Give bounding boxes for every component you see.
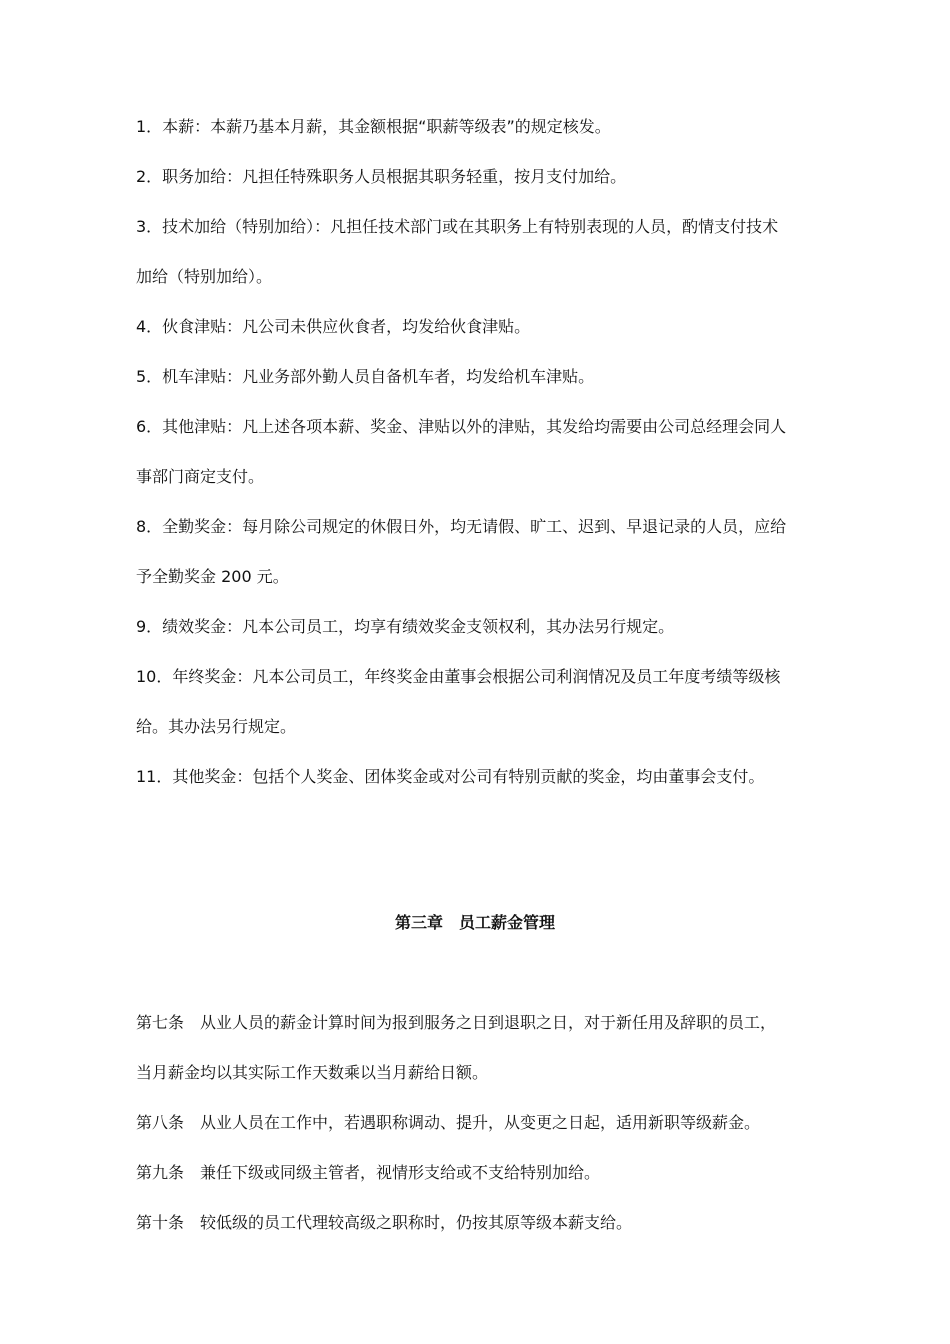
paragraph-line: 第七条 从业人员的薪金计算时间为报到服务之日到退职之日，对于新任用及辞职的员工，	[136, 1013, 777, 1032]
paragraph-line: 当月薪金均以其实际工作天数乘以当月薪给日额。	[136, 1063, 489, 1082]
paragraph-line: 加给（特别加给）。	[136, 267, 273, 286]
paragraph-line: 第九条 兼任下级或同级主管者，视情形支给或不支给特别加给。	[136, 1163, 601, 1182]
item-year-end-bonus	[136, 652, 826, 752]
paragraph-line: 10．年终奖金：凡本公司员工，年终奖金由董事会根据公司利润情况及员工年度考绩等级核	[136, 667, 781, 686]
paragraph-line: 1．本薪：本薪乃基本月薪，其金额根据“职薪等级表”的规定核发。	[136, 117, 611, 136]
paragraph-line: 4．伙食津贴：凡公司未供应伙食者，均发给伙食津贴。	[136, 317, 531, 336]
item-attendance-bonus	[136, 502, 826, 602]
article-9	[136, 1148, 826, 1198]
chapter-heading: 第三章 员工薪金管理	[394, 913, 555, 932]
item-performance-bonus	[136, 602, 826, 652]
paragraph-line: 给。其办法另行规定。	[136, 717, 297, 736]
article-8	[136, 1098, 826, 1148]
compensation-items-list	[136, 102, 826, 802]
article-7	[136, 998, 826, 1098]
paragraph-line: 6．其他津贴：凡上述各项本薪、奖金、津贴以外的津贴，其发给均需要由公司总经理会同人	[136, 417, 787, 436]
item-meal-allowance	[136, 302, 826, 352]
paragraph-line: 9．绩效奖金：凡本公司员工，均享有绩效奖金支领权利，其办法另行规定。	[136, 617, 675, 636]
paragraph-line: 第八条 从业人员在工作中，若遇职称调动、提升，从变更之日起，适用新职等级薪金。	[136, 1113, 761, 1132]
item-motorcycle-allowance	[136, 352, 826, 402]
paragraph-line: 3．技术加给（特别加给）：凡担任技术部门或在其职务上有特别表现的人员，酌情支付技术	[136, 217, 779, 236]
paragraph-line: 5．机车津贴：凡业务部外勤人员自备机车者，均发给机车津贴。	[136, 367, 595, 386]
item-other-allowance	[136, 402, 826, 502]
item-other-bonus	[136, 752, 826, 802]
paragraph-line: 2．职务加给：凡担任特殊职务人员根据其职务轻重，按月支付加给。	[136, 167, 627, 186]
item-base-salary	[136, 102, 826, 152]
paragraph-line: 事部门商定支付。	[136, 467, 265, 486]
paragraph-line: 11．其他奖金：包括个人奖金、团体奖金或对公司有特别贡献的奖金，均由董事会支付。	[136, 767, 765, 786]
paragraph-line: 予全勤奖金 200 元。	[136, 567, 289, 586]
articles-list	[136, 998, 826, 1248]
item-position-allowance	[136, 152, 826, 202]
paragraph-line: 第十条 较低级的员工代理较高级之职称时，仍按其原等级本薪支给。	[136, 1213, 633, 1232]
article-10	[136, 1198, 826, 1248]
paragraph-line: 8．全勤奖金：每月除公司规定的休假日外，均无请假、旷工、迟到、早退记录的人员，应给	[136, 517, 787, 536]
item-technical-allowance	[136, 202, 826, 302]
